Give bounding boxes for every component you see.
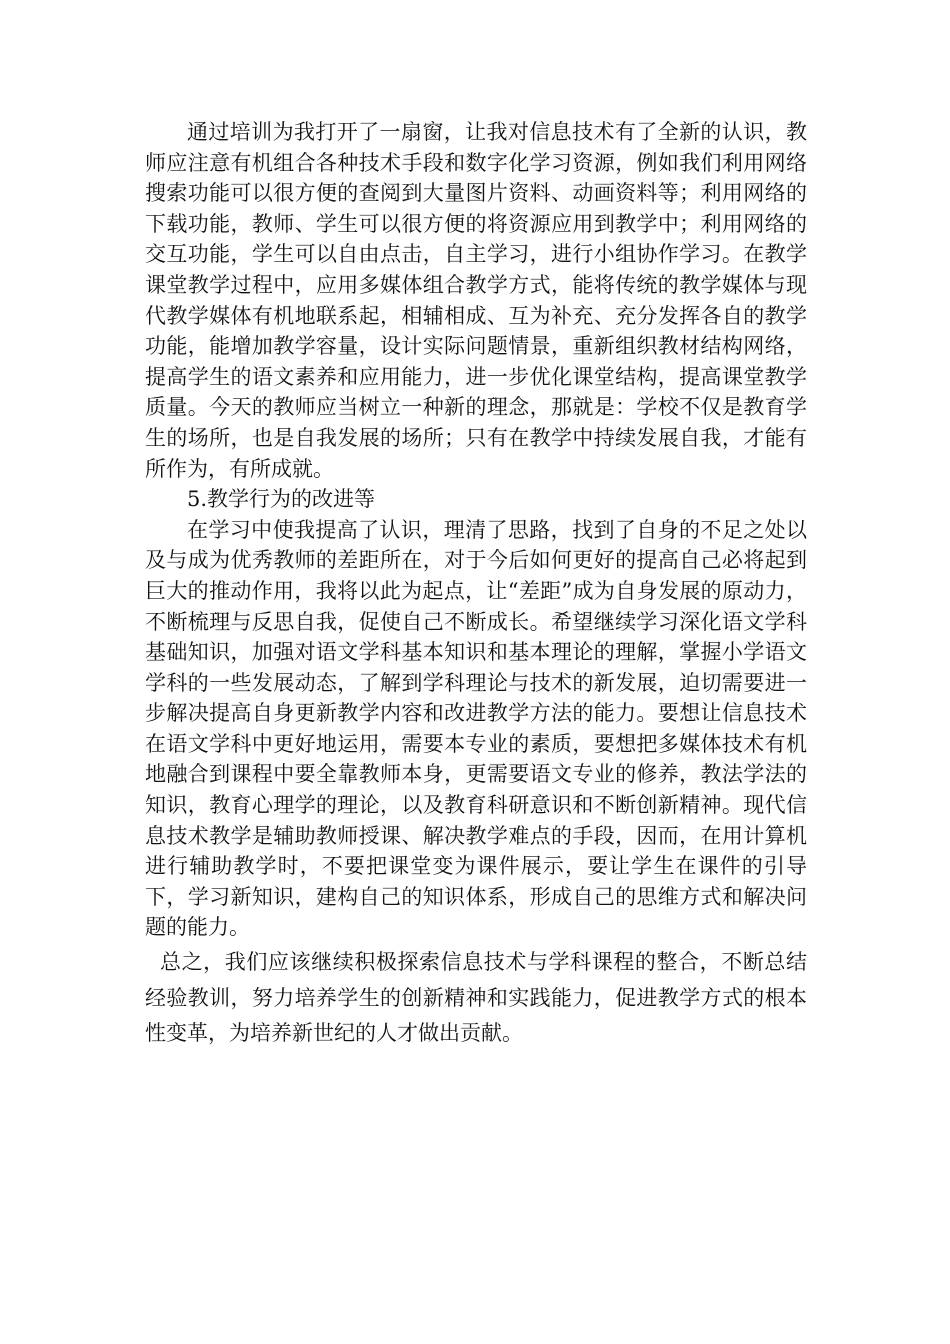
section-heading: 5.教学行为的改进等 <box>187 487 376 512</box>
paragraph-learning-improvement: 在学习中使我提高了认识，理清了思路，找到了自身的不足之处以及与成为优秀教师的差距所在，对于今后如何更好的提高自己必将起到巨大的推动作用，我将以此为起点，让“差距”成为自身发展的原动力，不断梳理与反思自我，促使自己不断成长。希望继续学习深化语文学科基础知识，加强对语文学科基本知识和基本理论的理解，掌握小学语文学科的一些发展动态，了解到学科理论与技术的新发展，迫切需要进一步解决提高自身更新教学内容和改进教学方法的能力。要想让信息技术在语文学科中更好地运用，需要本专业的素质，要想把多媒体技术有机地融合到课程中要全靠教师本身，更需要语文专业的修养，教法学法的知识，教育心理学的理论，以及教育科研意识和不断创新精神。现代信息技术教学是辅助教师授课、解决教学难点的手段，因而，在用计算机进行辅助教学时，不要把课堂变为课件展示，要让学生在课件的引导下，学习新知识，建构自己的知识体系，形成自己的思维方式和解决问题的能力。 <box>145 517 807 940</box>
paragraph-conclusion: 总之，我们应该继续积极探索信息技术与学科课程的整合，不断总结经验教训，努力培养学生的创新精神和实践能力，促进教学方式的根本性变革，为培养新世纪的人才做出贡献。 <box>145 950 807 1046</box>
paragraph-training-reflection: 通过培训为我打开了一扇窗，让我对信息技术有了全新的认识，教师应注意有机组合各种技术手段和数字化学习资源，例如我们利用网络搜索功能可以很方便的查阅到大量图片资料、动画资料等；利用网络的下载功能，教师、学生可以很方便的将资源应用到教学中；利用网络的交互功能，学生可以自由点击，自主学习，进行小组协作学习。在教学课堂教学过程中，应用多媒体组合教学方式，能将传统的教学媒体与现代教学媒体有机地联系起，相辅相成、互为补充、充分发挥各自的教学功能，能增加教学容量，设计实际问题情景，重新组织教材结构网络，提高学生的语文素养和应用能力，进一步优化课堂结构，提高课堂教学质量。今天的教师应当树立一种新的理念，那就是：学校不仅是教育学生的场所，也是自我发展的场所；只有在教学中持续发展自我，才能有所作为，有所成就。 <box>145 120 807 481</box>
document-body <box>145 117 807 1052</box>
